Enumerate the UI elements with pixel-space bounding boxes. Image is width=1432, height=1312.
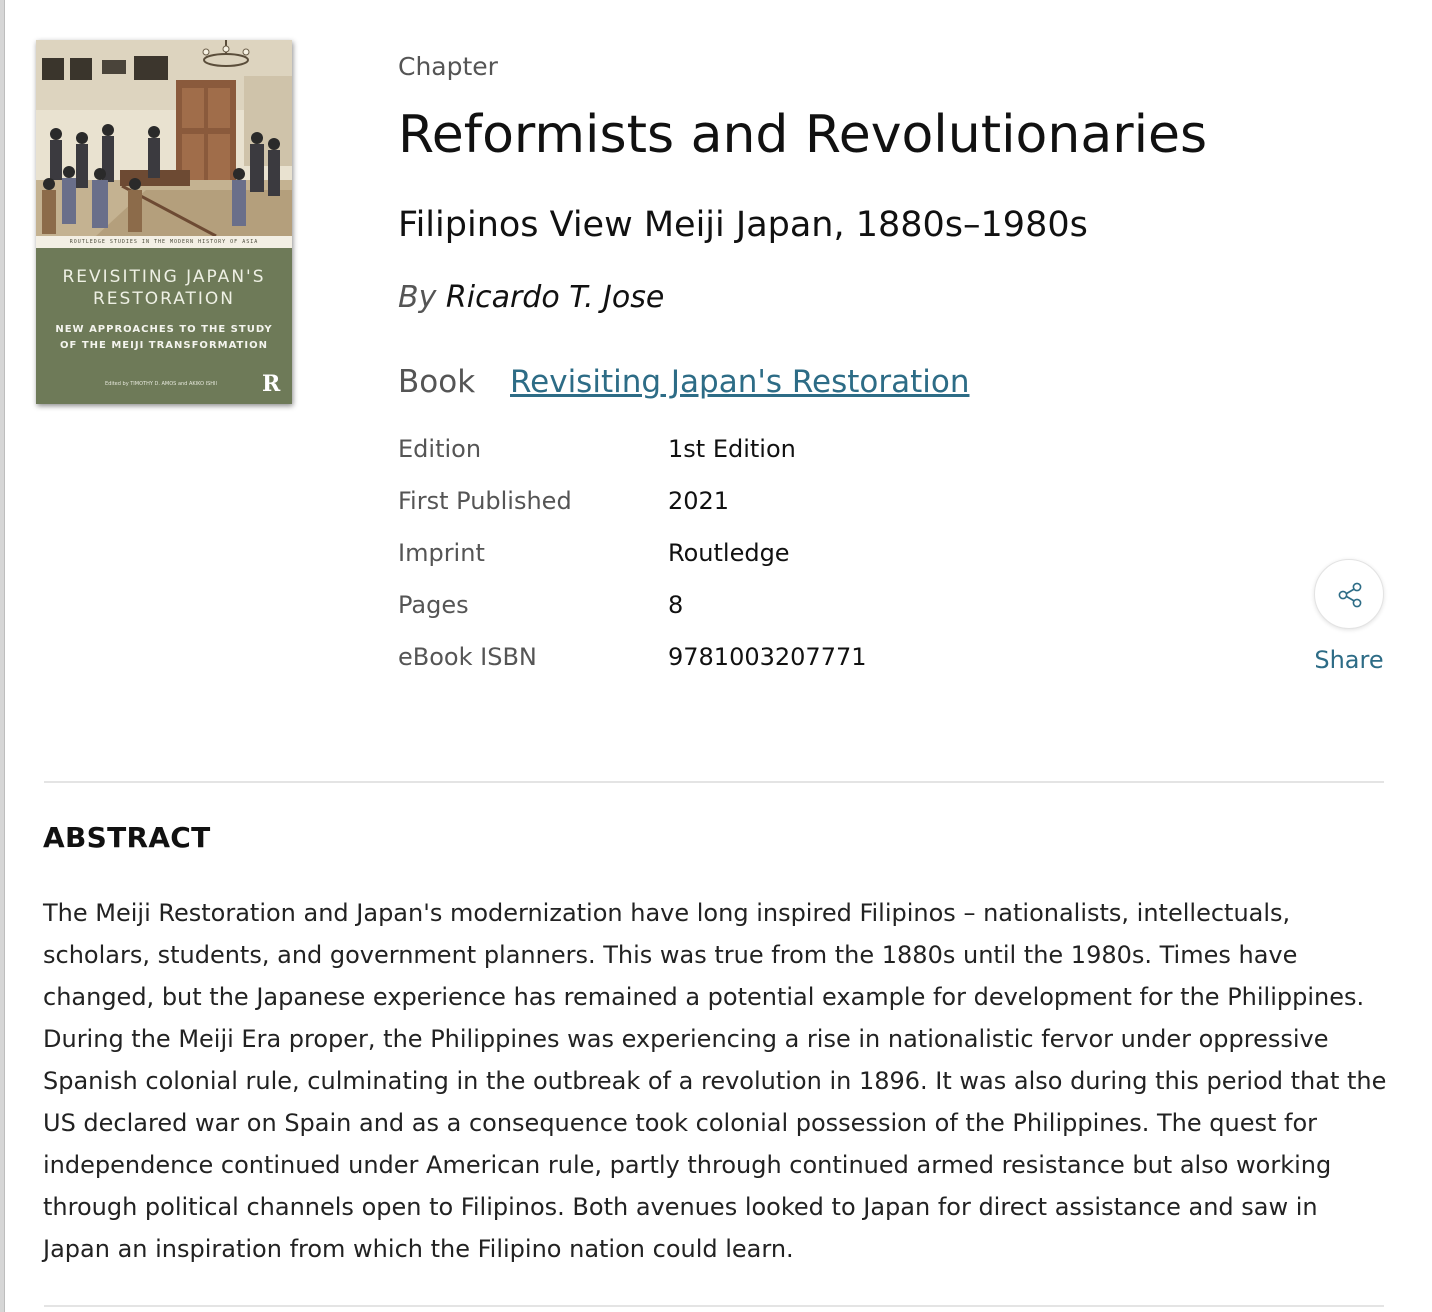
abstract-text: The Meiji Restoration and Japan's modernization have long inspired Filipinos – nationalists, intellectuals, scholars, students, and government planners. This was true from the 1880s until the 1980s. Times have changed, but the Japanese experience has remained a potential example for development for the Philippines. During the Meiji Era proper, the Philippines was experiencing a rise in nationalistic fervor under oppressive Spanish colonial rule, culminating in the outbreak of a revolution in 1896. It was also during this period that the US declared war on Spain and as a consequence took colonial possession of the Philippines. The quest for independence continued under American rule, partly through continued armed resistance but also working through political channels open to Filipinos. Both avenues looked to Japan for direct assistance and saw in Japan an inspiration from which the Filipino nation could learn.: [43, 899, 1387, 1263]
page-subtitle: Filipinos View Meiji Japan, 1880s–1980s: [398, 205, 1088, 245]
meta-row-edition: [398, 433, 1098, 465]
cover-title-line: REVISITING JAPAN'S: [62, 267, 266, 287]
publisher-logo: R: [262, 371, 281, 397]
book-label: Book: [398, 364, 476, 400]
meta-row-first-published: [398, 485, 1098, 517]
cover-title-panel: [36, 248, 292, 404]
meta-row-imprint: [398, 537, 1098, 569]
share-button[interactable]: [1314, 559, 1384, 629]
meta-value: 9781003207771: [668, 643, 867, 671]
abstract-heading: ABSTRACT: [43, 821, 211, 854]
byline-prefix: By: [398, 280, 437, 315]
cover-series: ROUTLEDGE STUDIES IN THE MODERN HISTORY OF ASIA: [36, 236, 292, 248]
share-label[interactable]: Share: [1314, 646, 1384, 674]
book-cover[interactable]: [36, 40, 292, 404]
meta-value: 2021: [668, 487, 730, 515]
cover-title: [36, 266, 292, 310]
meta-label: Pages: [398, 591, 469, 619]
cover-title-line: RESTORATION: [92, 289, 236, 309]
share-icon: [1335, 580, 1365, 610]
cover-subtitle: [36, 322, 292, 354]
window-edge: [0, 0, 5, 1312]
cover-subtitle-line: OF THE MEIJI TRANSFORMATION: [60, 340, 268, 351]
meta-row-ebook-isbn: [398, 641, 1098, 673]
meta-value: Routledge: [668, 539, 790, 567]
cover-editors: Edited by TIMOTHY D. AMOS and AKIKO ISHII: [105, 381, 217, 387]
meta-label: First Published: [398, 487, 572, 515]
cover-illustration: [36, 40, 292, 236]
byline: [398, 278, 664, 318]
meta-label: eBook ISBN: [398, 643, 537, 671]
author-name[interactable]: Ricardo T. Jose: [445, 280, 665, 315]
content-type-label: Chapter: [398, 52, 498, 81]
meta-value: 8: [668, 591, 684, 619]
meta-row-pages: [398, 589, 1098, 621]
section-divider: [44, 781, 1384, 783]
cover-subtitle-line: NEW APPROACHES TO THE STUDY: [55, 324, 273, 335]
book-title-link[interactable]: Revisiting Japan's Restoration: [510, 364, 970, 400]
section-divider: [44, 1305, 1384, 1307]
meta-value: 1st Edition: [668, 435, 796, 463]
meta-label: Imprint: [398, 539, 485, 567]
page-title: Reformists and Revolutionaries: [398, 105, 1208, 165]
meta-label: Edition: [398, 435, 482, 463]
